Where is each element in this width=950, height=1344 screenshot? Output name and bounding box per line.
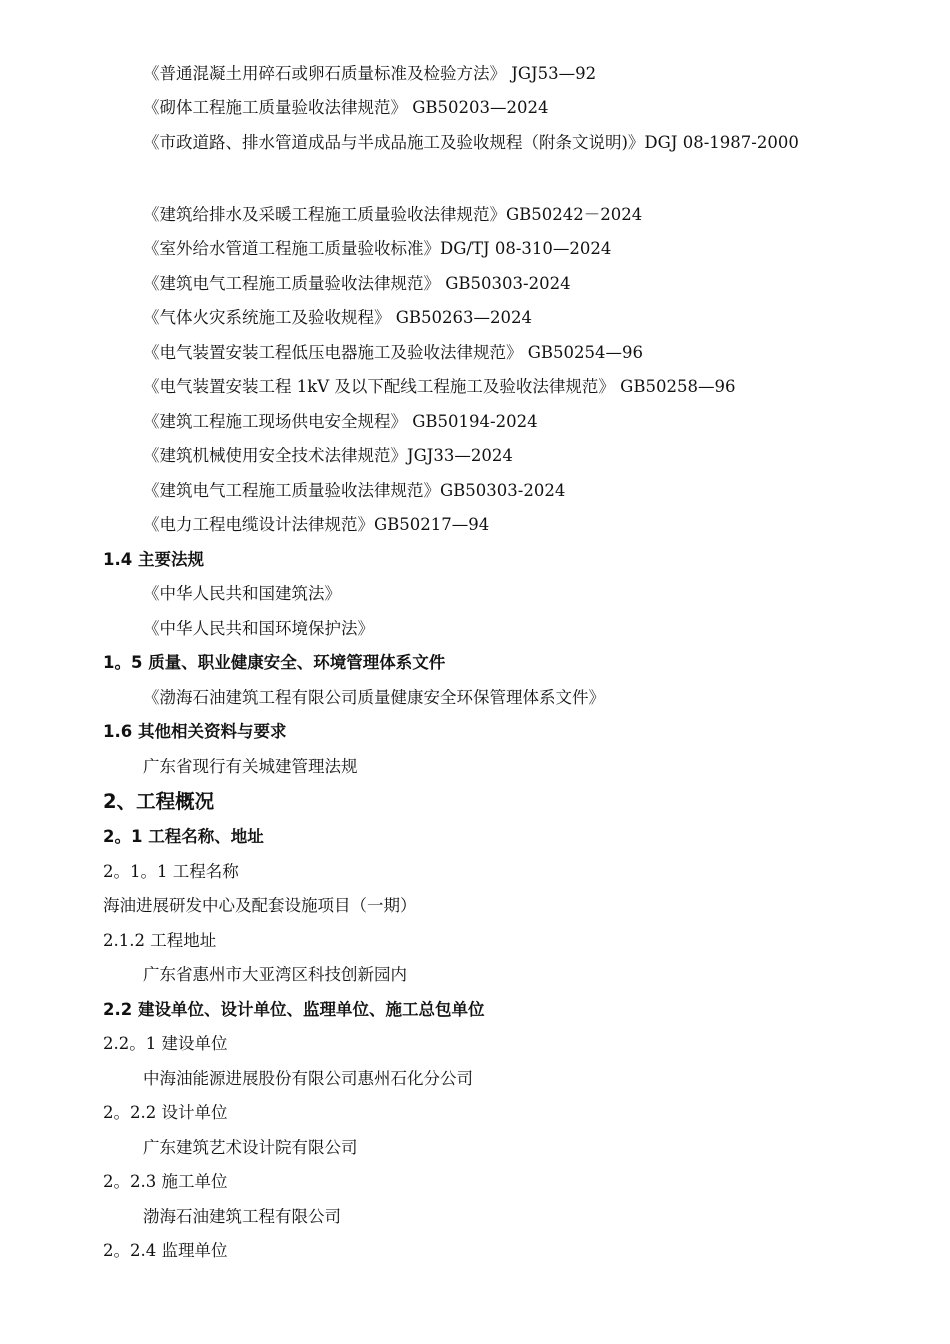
standard-item: 《建筑电气工程施工质量验收法律规范》GB50303-2024 (143, 481, 566, 500)
system-doc-item: 《渤海石油建筑工程有限公司质量健康安全环保管理体系文件》 (143, 688, 605, 707)
project-address-value: 广东省惠州市大亚湾区科技创新园内 (143, 965, 407, 984)
section-heading-2-2: 2.2 建设单位、设计单位、监理单位、施工总包单位 (103, 1000, 485, 1019)
section-heading-1-6: 1.6 其他相关资料与要求 (103, 722, 287, 741)
law-item: 《中华人民共和国建筑法》 (143, 584, 341, 603)
project-name-label: 2。1。1 工程名称 (103, 862, 239, 881)
owner-value: 中海油能源进展股份有限公司惠州石化分公司 (143, 1069, 473, 1088)
section-heading-2-1: 2。1 工程名称、地址 (103, 827, 264, 846)
section-heading-2: 2、工程概况 (103, 790, 215, 813)
project-address-label: 2.1.2 工程地址 (103, 931, 217, 950)
standard-item: 《建筑电气工程施工质量验收法律规范》 GB50303-2024 (143, 274, 571, 293)
standard-item: 《电气装置安装工程 1kV 及以下配线工程施工及验收法律规范》 GB50258—96 (143, 377, 736, 396)
owner-label: 2.2。1 建设单位 (103, 1034, 228, 1053)
standard-item: 《市政道路、排水管道成品与半成品施工及验收规程（附条文说明)》DGJ 08-1987-2000 (143, 133, 799, 152)
construction-unit-label: 2。2.3 施工单位 (103, 1172, 228, 1191)
project-name-value: 海油进展研发中心及配套设施项目（一期） (103, 896, 417, 915)
standard-item: 《砌体工程施工质量验收法律规范》 GB50203—2024 (143, 98, 549, 117)
construction-unit-value: 渤海石油建筑工程有限公司 (143, 1207, 341, 1226)
standard-item: 《室外给水管道工程施工质量验收标准》DG/TJ 08-310—2024 (143, 239, 612, 258)
supervision-unit-label: 2。2.4 监理单位 (103, 1241, 228, 1260)
standard-item: 《气体火灾系统施工及验收规程》 GB50263—2024 (143, 308, 533, 327)
section-heading-1-4: 1.4 主要法规 (103, 550, 204, 569)
other-reference-item: 广东省现行有关城建管理法规 (143, 757, 358, 776)
standard-item: 《电气装置安装工程低压电器施工及验收法律规范》 GB50254—96 (143, 343, 644, 362)
standard-item: 《建筑工程施工现场供电安全规程》 GB50194-2024 (143, 412, 538, 431)
section-heading-1-5: 1。5 质量、职业健康安全、环境管理体系文件 (103, 653, 446, 672)
design-unit-value: 广东建筑艺术设计院有限公司 (143, 1138, 358, 1157)
standard-item: 《普通混凝土用碎石或卵石质量标准及检验方法》 JGJ53—92 (143, 64, 597, 83)
standard-item: 《建筑机械使用安全技术法律规范》JGJ33—2024 (143, 446, 513, 465)
law-item: 《中华人民共和国环境保护法》 (143, 619, 374, 638)
design-unit-label: 2。2.2 设计单位 (103, 1103, 228, 1122)
standard-item: 《建筑给排水及采暖工程施工质量验收法律规范》GB50242－2024 (143, 205, 643, 224)
standard-item: 《电力工程电缆设计法律规范》GB50217—94 (143, 515, 490, 534)
